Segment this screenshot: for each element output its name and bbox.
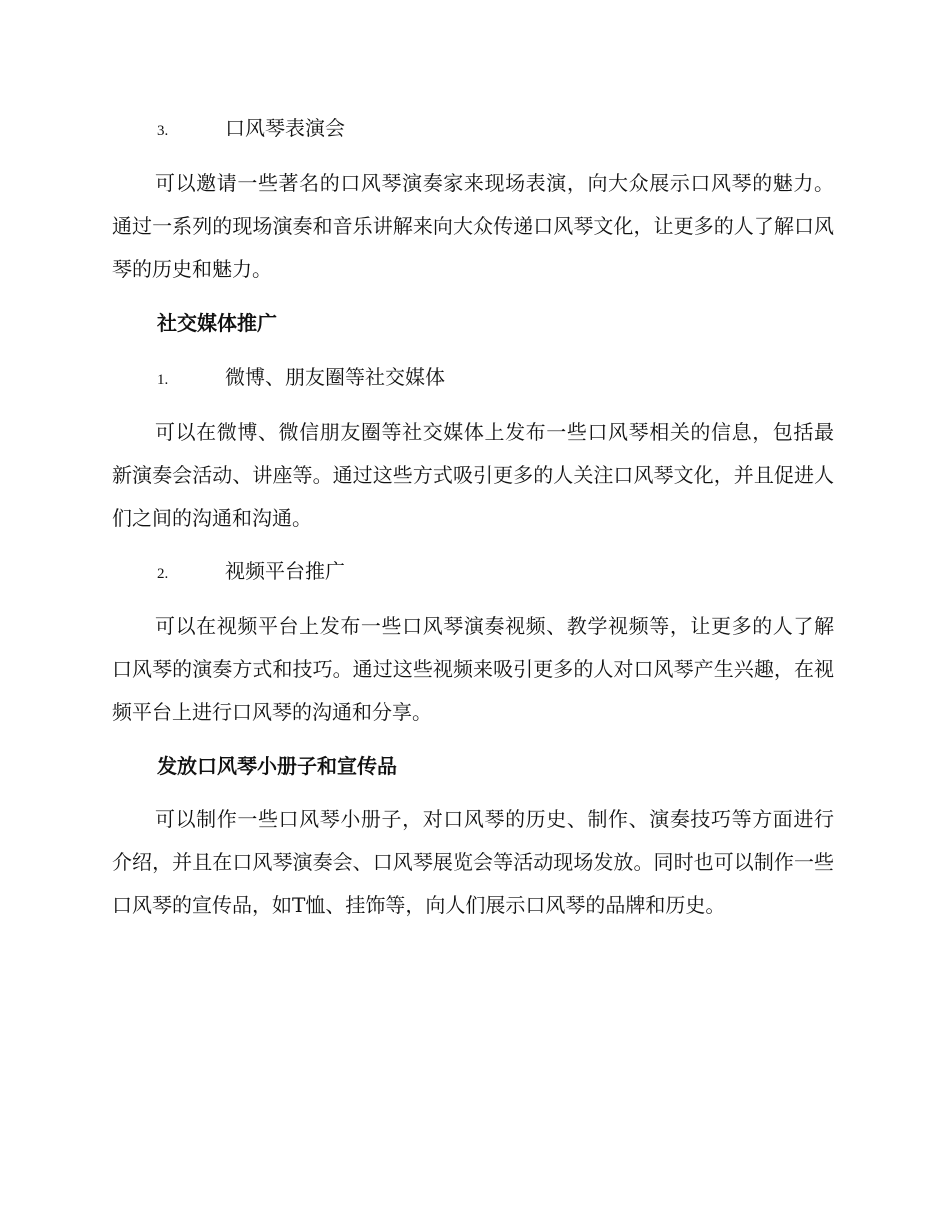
list-number: 1. — [157, 372, 169, 388]
list-title: 微博、朋友圈等社交媒体 — [225, 365, 445, 389]
list-item-weibo — [157, 363, 445, 394]
list-item-performance — [157, 114, 345, 145]
paragraph-performance: 可以邀请一些著名的口风琴演奏家来现场表演，向大众展示口风琴的魅力。通过一系列的现场演奏和音乐讲解来向大众传递口风琴文化，让更多的人了解口风琴的历史和魅力。 — [112, 171, 834, 281]
paragraph-weibo: 可以在微博、微信朋友圈等社交媒体上发布一些口风琴相关的信息，包括最新演奏会活动、讲座等。通过这些方式吸引更多的人关注口风琴文化，并且促进人们之间的沟通和沟通。 — [112, 420, 834, 530]
heading-booklet: 发放口风琴小册子和宣传品 — [157, 754, 397, 778]
list-title: 视频平台推广 — [225, 559, 345, 583]
paragraph-video: 可以在视频平台上发布一些口风琴演奏视频、教学视频等，让更多的人了解口风琴的演奏方式和技巧。通过这些视频来吸引更多的人对口风琴产生兴趣，在视频平台上进行口风琴的沟通和分享。 — [112, 614, 834, 724]
heading-social-media: 社交媒体推广 — [157, 311, 277, 335]
list-number: 3. — [157, 123, 169, 139]
list-number: 2. — [157, 566, 169, 582]
list-item-video — [157, 557, 345, 588]
paragraph-booklet: 可以制作一些口风琴小册子，对口风琴的历史、制作、演奏技巧等方面进行介绍，并且在口风琴演奏会、口风琴展览会等活动现场发放。同时也可以制作一些口风琴的宣传品，如T恤、挂饰等，向人们展示口风琴的品牌和历史。 — [112, 807, 834, 917]
list-title: 口风琴表演会 — [225, 116, 345, 140]
